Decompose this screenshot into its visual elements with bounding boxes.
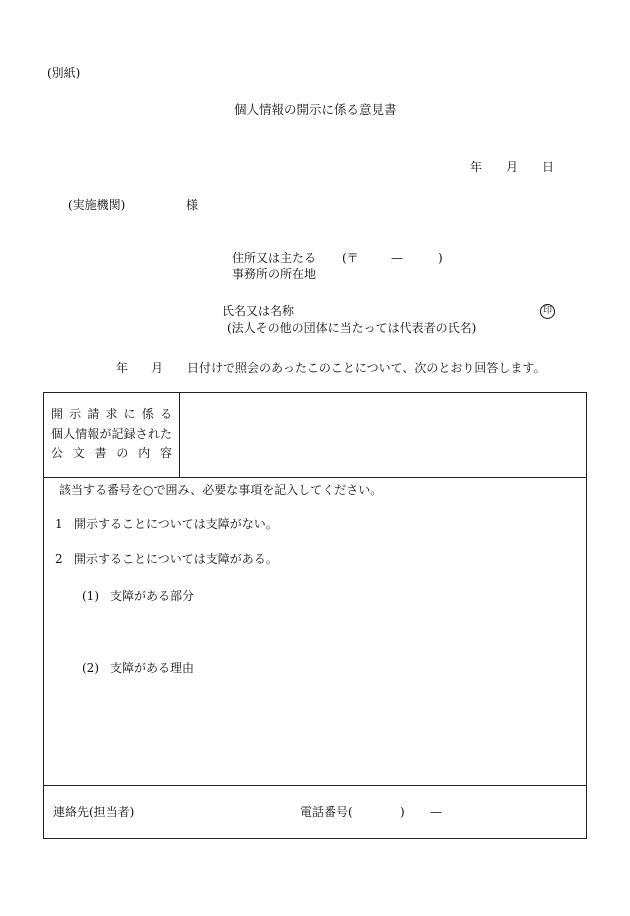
doc-content-field[interactable] (181, 394, 585, 476)
postal-open: (〒 (342, 251, 359, 265)
name-note: (法人その他の団体に当たっては代表者の氏名) (227, 321, 477, 335)
phone-label: 電話番号( (300, 805, 353, 819)
attachment-label: (別紙) (47, 66, 81, 80)
option-2-text: 開示することについては支障がある。 (74, 552, 278, 566)
doc-label-line-3: 公 文 書 の 内 容 (51, 446, 172, 460)
document-title: 個人情報の開示に係る意見書 (234, 102, 397, 117)
doc-label-line-1: 開 示 請 求 に 係 る (51, 407, 172, 421)
intro-month: 月 (151, 361, 164, 375)
address-label-line1: 住所又は主たる (232, 251, 317, 265)
address-label-line2: 事務所の所在地 (232, 267, 317, 281)
option-1-text: 開示することについては支障がない。 (74, 517, 278, 531)
postal-dash: — (391, 251, 403, 265)
intro-year: 年 (116, 361, 129, 375)
seal-icon: 印 (540, 304, 555, 319)
date-month: 月 (506, 160, 519, 174)
sub-2-text: 支障がある理由 (110, 661, 195, 675)
row-divider-bottom (43, 785, 587, 786)
sub-2-field[interactable] (110, 680, 580, 780)
option-1-number[interactable]: 1 (55, 517, 63, 531)
sub-2-number: (2) (82, 661, 99, 675)
contact-label: 連絡先(担当者) (53, 805, 135, 819)
date-day: 日 (542, 160, 555, 174)
row-divider-top (43, 477, 587, 478)
phone-close: ) (400, 805, 405, 819)
name-label: 氏名又は名称 (222, 304, 295, 318)
recipient-agency: (実施機関) (68, 198, 126, 212)
sub-1-field[interactable] (110, 608, 580, 656)
instruction-text: 該当する番号を○で囲み、必要な事項を記入してください。 (59, 483, 383, 497)
doc-label-line-2: 個 人 情 報 が 記 録 さ れ た (51, 427, 172, 441)
phone-dash: — (430, 805, 442, 819)
label-column-divider (179, 392, 180, 477)
option-2-number[interactable]: 2 (55, 552, 63, 566)
date-year: 年 (470, 160, 483, 174)
sub-1-number: (1) (82, 589, 99, 603)
intro-text: 日付けで照会のあったこのことについて、次のとおり回答します。 (187, 361, 546, 375)
postal-close: ) (438, 251, 443, 265)
sub-1-text: 支障がある部分 (110, 589, 195, 603)
recipient-honorific: 様 (186, 198, 199, 212)
